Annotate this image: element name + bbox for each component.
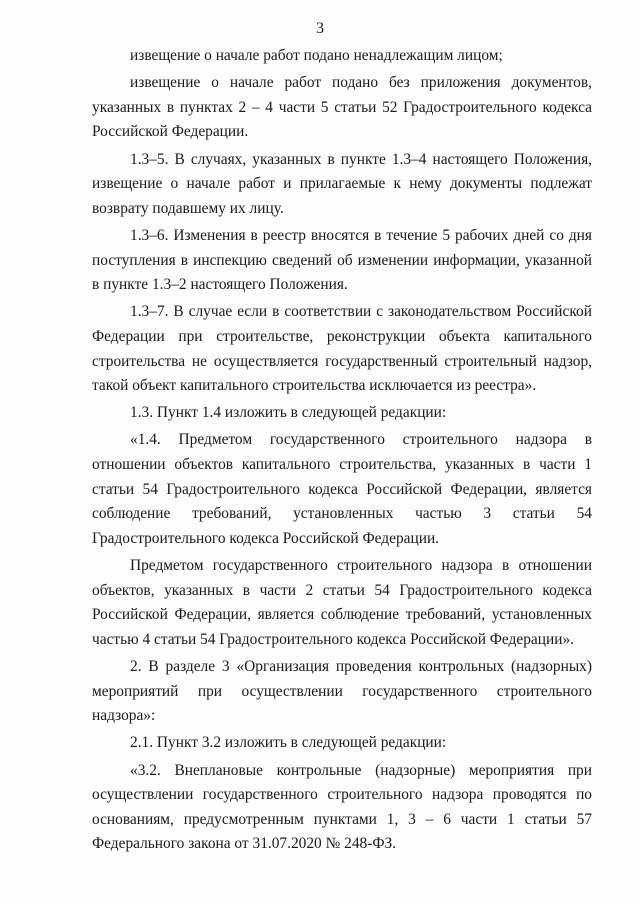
paragraph-5: 1.3–7. В случае если в соответствии с законодательством Российской Федерации при строительстве, реконструкции объекта капитального строительства не осуществляется государственный строительный надзор, такой объект капитального строительства исключается из реестра». xyxy=(92,303,592,395)
paragraph-4: 1.3–6. Изменения в реестр вносятся в течение 5 рабочих дней со дня поступления в инспекцию сведений об изменении информации, указанной в пункте 1.3–2 настоящего Положения. xyxy=(92,226,592,294)
paragraph-8: Предметом государственного строительного надзора в отношении объектов, указанных в части 2 статьи 54 Градостроительного кодекса Российской Федерации, является соблюдение требований, установленных частью 4 статьи 54 Градостроительного кодекса Российской Федерации». xyxy=(92,557,592,648)
paragraph-1: извещение о начале работ подано ненадлежащим лицом; xyxy=(130,47,503,64)
paragraph-6: 1.3. Пункт 1.4 изложить в следующей редакции: xyxy=(130,404,447,422)
paragraph-10: 2.1. Пункт 3.2 изложить в следующей редакции: xyxy=(130,734,447,752)
paragraph-2: извещение о начале работ подано без приложения документов, указанных в пунктах 2 – 4 части 5 статьи 52 Градостроительного кодекса Российской Федерации. xyxy=(92,74,592,141)
paragraph-3: 1.3–5. В случаях, указанных в пункте 1.3–4 настоящего Положения, извещение о начале работ и прилагаемые к нему документы подлежат возврату подавшему их лицу. xyxy=(92,150,592,217)
page-number: 3 xyxy=(316,20,324,37)
paragraph-11: «3.2. Внеплановые контрольные (надзорные) мероприятия при осуществлении государственного строительного надзора проводятся по основаниям, предусмотренным пунктами 1, 3 – 6 части 1 статьи 57 Федерального закона от 31.07.2020 № 248-ФЗ. xyxy=(92,761,592,853)
paragraph-7: «1.4. Предметом государственного строительного надзора в отношении объектов капитального строительства, указанных в части 1 статьи 54 Градостроительного кодекса Российской Федерации, является соблюдение требований, установленных частью 3 статьи 54 Градостроительного кодекса Российской Федерации. xyxy=(92,431,592,547)
document-body xyxy=(92,44,592,860)
paragraph-9: 2. В разделе 3 «Организация проведения контрольных (надзорных) мероприятий при осуществлении государственного строительного надзора»: xyxy=(92,658,592,725)
